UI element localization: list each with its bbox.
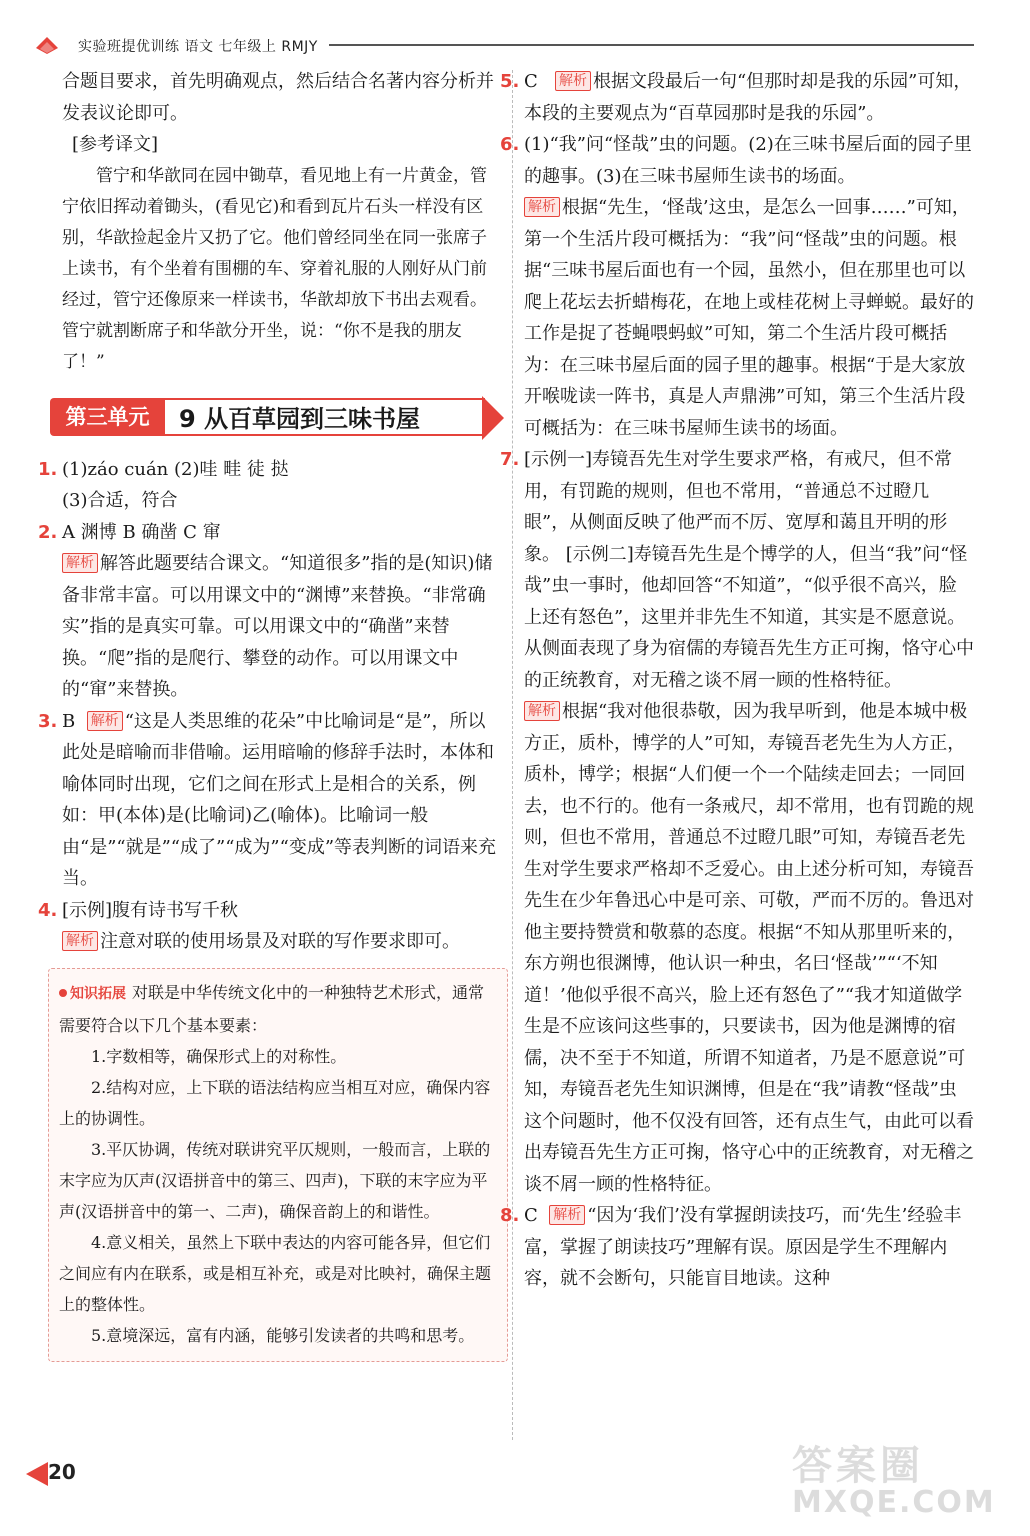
question-5 xyxy=(500,66,974,129)
knowledge-point: 2.结构对应，上下联的语法结构应当相互对应，确保内容上的协调性。 xyxy=(59,1077,491,1128)
question-2 xyxy=(38,517,502,706)
question-number: 5. xyxy=(500,71,520,92)
knowledge-point: 4.意义相关，虽然上下联中表达的内容可能各异，但它们之间应有内在联系，或是相互补充，或是对比映衬，确保主题上的整体性。 xyxy=(59,1232,492,1314)
answer-text: [示例一]寿镜吾先生对学生要求严格，有戒尺，但不常用，有罚跪的规则，但也不常用，“普通总不过瞪几眼”，从侧面反映了他严而不厉、宽厚和蔼且开明的形象。 [示例二]寿镜吾先生是个博学的人，但当“我”问“怪哉”虫一事时，他却回答“不知道”，“似乎很不高兴，脸上还有怒色”，这里并非先生不知道，其实是不愿意说。从侧面表现了身为宿儒的寿镜吾先生方正可掬，恪守心中的正统教育，对无稽之谈不屑一顾的性格特征。 xyxy=(524,449,974,691)
analysis-text: 根据文段最后一句“但那时却是我的乐园”可知，本段的主要观点为“百草园那时是我的乐园”。 xyxy=(524,71,972,124)
unit-label: 第三单元 xyxy=(50,398,165,436)
knowledge-box xyxy=(48,968,508,1362)
bullet-icon xyxy=(59,989,67,997)
answer-choice: C xyxy=(524,1205,538,1226)
question-8 xyxy=(500,1200,974,1295)
question-7 xyxy=(500,444,974,1200)
question-number: 6. xyxy=(500,134,520,155)
question-3 xyxy=(38,706,502,895)
intro-text: 合题目要求，首先明确观点，然后结合名著内容分析并发表议论即可。 xyxy=(62,71,494,124)
knowledge-intro: 对联是中华传统文化中的一种独特艺术形式，通常需要符合以下几个基本要素： xyxy=(59,982,485,1035)
left-column xyxy=(38,66,502,1362)
watermark-logo-text: 答案圈 xyxy=(792,1443,924,1489)
lesson-title: 9 从百草园到三味书屋 xyxy=(165,398,485,436)
question-number: 1. xyxy=(38,458,58,480)
right-column xyxy=(500,66,974,1295)
site-watermark xyxy=(792,1434,996,1530)
question-1 xyxy=(38,454,502,517)
analysis-text: 根据“我对他很恭敬，因为我早听到，他是本城中极方正，质朴，博学的人”可知，寿镜吾老先生为人方正，质朴，博学；根据“人们便一个一个陆续走回去；一同回去，也不行的。他有一条戒尺，却不常用，也有罚跪的规则，但也不常用，普通总不过瞪几眼”可知，寿镜吾老先生对学生要求严格却不乏爱心。由上述分析可知，寿镜吾先生在少年鲁迅心中是可亲、可敬，严而不厉的。鲁迅对他主要持赞赏和敬慕的态度。根据“不知从那里听来的，东方朔也很渊博，他认识一种虫，名曰‘怪哉’”“‘不知道！’他似乎很不高兴，脸上还有怒色了”“我才知道做学生是不应该问这些事的，只要读书，因为他是渊博的宿儒，决不至于不知道，所谓不知道者，乃是不愿意说”可知，寿镜吾老先生知识渊博，但是在“我”请教“怪哉”虫这个问题时，他不仅没有回答，还有点生气，由此可以看出寿镜吾先生方正可掬，恪守心中的正统教育，对无稽之谈不屑一顾的性格特征。 xyxy=(524,701,974,1195)
analysis-tag: 解析 xyxy=(87,711,123,731)
answer-text: (1)záo cuán (2)哇 畦 徒 挞 xyxy=(62,458,289,480)
banner-arrow-icon xyxy=(482,396,504,440)
reference-translation: 管宁和华歆同在园中锄草，看见地上有一片黄金，管宁依旧挥动着锄头，(看见它)和看到瓦片石头一样没有区别，华歆捡起金片又扔了它。他们曾经同坐在同一张席子上读书，有个坐着有围棚的车、穿着礼服的人刚好从门前经过，管宁还像原来一样读书，华歆却放下书出去观看。管宁就割断席子和华歆分开坐，说：“你不是我的朋友了！” xyxy=(62,165,487,372)
book-title: 实验班提优训练 语文 七年级上 RMJY xyxy=(78,39,318,55)
question-number: 8. xyxy=(500,1205,520,1226)
knowledge-tag: 知识拓展 xyxy=(59,979,126,1010)
analysis-text: 根据“先生，‘怪哉’这虫，是怎么一回事……”可知，第一个生活片段可概括为：“我”问“怪哉”虫的问题。根据“三味书屋后面也有一个园，虽然小，但在那里也可以爬上花坛去折蜡梅花，在地上或桂花树上寻蝉蜕。最好的工作是捉了苍蝇喂蚂蚁”可知，第二个生活片段可概括为：在三味书屋后面的园子里的趣事。根据“于是大家放开喉咙读一阵书，真是人声鼎沸”可知，第三个生活片段可概括为：在三味书屋师生读书的场面。 xyxy=(524,197,974,439)
unit-banner xyxy=(50,392,505,444)
answer-text: A 渊博 B 确凿 C 窜 xyxy=(62,521,221,543)
watermark-url: MXQE.COM xyxy=(792,1485,996,1520)
question-number: 4. xyxy=(38,899,58,921)
analysis-tag: 解析 xyxy=(555,71,591,91)
analysis-text: “这是人类思维的花朵”中比喻词是“是”，所以此处是暗喻而非借喻。运用暗喻的修辞手法时，本体和喻体同时出现，它们之间在形式上是相合的关系，例如：甲(本体)是(比喻词)乙(喻体)。比喻词一般由“是”“就是”“成了”“成为”“变成”等表判断的词语来充当。 xyxy=(62,710,497,889)
page-number-badge xyxy=(26,1460,86,1488)
book-logo-icon xyxy=(34,34,60,56)
question-6 xyxy=(500,129,974,444)
question-number: 7. xyxy=(500,449,520,470)
analysis-tag: 解析 xyxy=(62,931,98,951)
knowledge-point: 3.平仄协调，传统对联讲究平仄规则，一般而言，上联的末字应为仄声(汉语拼音中的第三、四声)，下联的末字应为平声(汉语拼音中的第一、二声)，确保音韵上的和谐性。 xyxy=(59,1139,491,1221)
question-number: 2. xyxy=(38,521,58,543)
reference-title: [参考译文] xyxy=(72,134,159,155)
knowledge-point: 1.字数相等，确保形式上的对称性。 xyxy=(91,1046,347,1066)
answer-choice: C xyxy=(524,71,538,92)
answer-text: (3)合适，符合 xyxy=(62,490,178,511)
analysis-text: 注意对联的使用场景及对联的写作要求即可。 xyxy=(100,931,460,952)
answer-text: [示例]腹有诗书写千秋 xyxy=(62,899,239,921)
knowledge-point: 5.意境深远，富有内涵，能够引发读者的共鸣和思考。 xyxy=(91,1325,475,1345)
answer-text: (1)“我”问“怪哉”虫的问题。(2)在三味书屋后面的园子里的趣事。(3)在三味书屋师生读书的场面。 xyxy=(524,134,972,187)
answer-choice: B xyxy=(62,710,76,732)
analysis-tag: 解析 xyxy=(524,701,560,721)
analysis-tag: 解析 xyxy=(62,553,98,573)
page-number: 20 xyxy=(48,1460,76,1484)
question-number: 3. xyxy=(38,710,58,732)
analysis-tag: 解析 xyxy=(524,197,560,217)
page-marker-icon xyxy=(26,1462,48,1486)
page-header xyxy=(34,30,974,58)
column-divider xyxy=(512,70,513,1440)
analysis-tag: 解析 xyxy=(549,1205,585,1225)
analysis-text: 解答此题要结合课文。“知道很多”指的是(知识)储备非常丰富。可以用课文中的“渊博”来替换。“非常确实”指的是真实可靠。可以用课文中的“确凿”来替换。“爬”指的是爬行、攀登的动作。可以用课文中的“窜”来替换。 xyxy=(62,553,493,700)
analysis-text: “因为‘我们’没有掌握朗读技巧，而‘先生’经验丰富，掌握了朗读技巧”理解有误。原因是学生不理解内容，就不会断句，只能盲目地读。这种 xyxy=(524,1205,962,1289)
header-rule xyxy=(329,44,974,46)
question-4 xyxy=(38,895,502,958)
